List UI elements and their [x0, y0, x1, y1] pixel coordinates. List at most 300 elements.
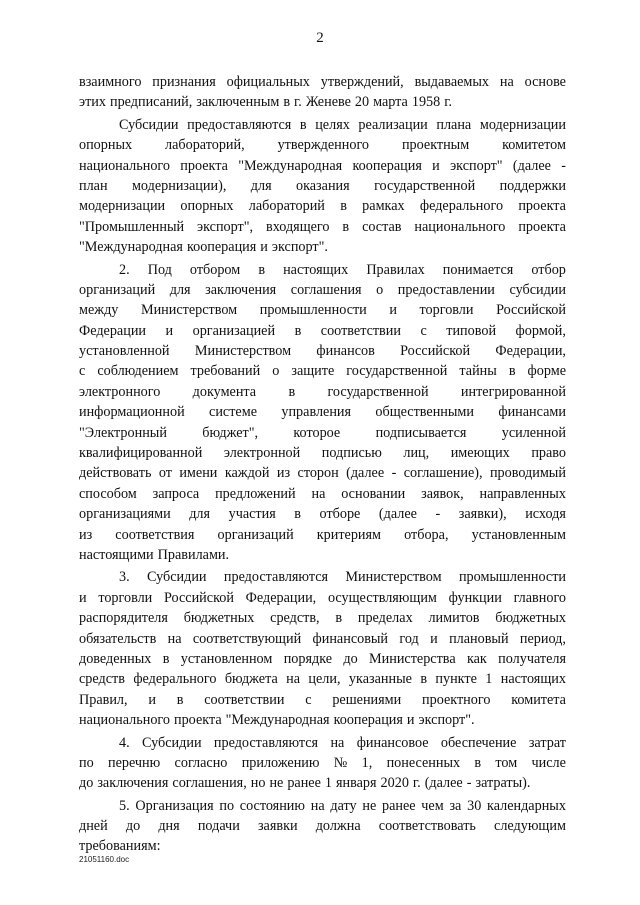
word: пределах: [357, 610, 413, 627]
word: Министерством: [345, 569, 442, 586]
word: которое: [293, 424, 341, 441]
word: проекта: [518, 218, 566, 235]
word: не: [362, 797, 377, 814]
word: выдаваемых: [414, 74, 490, 90]
text-line: [79, 92, 566, 112]
word: заявки),: [458, 506, 507, 523]
word: Субсидии: [147, 569, 207, 586]
word: на: [167, 630, 182, 647]
word: понесенных: [386, 754, 461, 771]
word: получателя: [498, 650, 566, 667]
word: предложений: [215, 485, 296, 502]
word: из: [276, 465, 291, 482]
word: критериям: [316, 526, 382, 543]
word: в: [294, 322, 302, 339]
word: финансами: [498, 404, 566, 421]
word: указанные: [348, 671, 412, 688]
word: государственной: [374, 177, 476, 194]
word: в: [342, 218, 350, 235]
word: входящего: [266, 218, 330, 235]
word: -: [391, 465, 397, 482]
word: средств: [79, 671, 125, 688]
word: решениями: [332, 691, 402, 708]
word: "Промышленный: [79, 218, 185, 235]
word: по: [79, 754, 94, 771]
word: Правилами.: [157, 546, 230, 563]
word: состав: [362, 218, 402, 235]
word: не: [269, 775, 284, 792]
text-line: [79, 836, 566, 856]
word: квалифицированной: [79, 445, 203, 462]
word: Субсидии: [119, 116, 179, 133]
word: рамках: [362, 198, 405, 215]
paragraph: [79, 72, 566, 113]
word: кооперация: [186, 239, 257, 256]
text-line: [79, 629, 566, 649]
word: до: [343, 650, 358, 667]
word: на: [286, 671, 301, 688]
word: проектным: [401, 137, 470, 154]
word: и: [406, 712, 415, 729]
word: установленным: [471, 526, 566, 543]
word: календарных: [487, 797, 566, 814]
word: как: [466, 650, 487, 667]
word: Министерства: [369, 650, 456, 667]
word: опорных: [79, 137, 133, 154]
word: подписывается: [375, 424, 467, 441]
word: главного: [513, 589, 566, 606]
word: оказания: [295, 177, 350, 194]
word: "Международная: [225, 712, 330, 729]
word: осуществляющим: [327, 589, 437, 606]
word: в: [176, 691, 184, 708]
word: соблюдением: [97, 363, 179, 380]
word: "Международная: [79, 239, 183, 256]
word: заключения: [97, 775, 169, 792]
word: и: [165, 322, 174, 339]
word: целях: [315, 116, 350, 133]
paragraph: [79, 796, 566, 857]
word: 1958: [411, 94, 441, 111]
word: января: [336, 775, 377, 792]
word: заявок,: [421, 485, 464, 502]
word: с: [305, 691, 312, 708]
word: имеющих: [450, 445, 510, 462]
word: промышленности: [458, 569, 566, 586]
word: утверждений,: [320, 74, 404, 90]
word: информационной: [79, 404, 185, 421]
word: настоящими: [79, 546, 154, 563]
word: Российской: [164, 589, 234, 606]
word: за: [449, 797, 462, 814]
text-line: [79, 217, 566, 237]
word: взаимного: [79, 74, 142, 90]
text-line: [79, 443, 566, 463]
word: основе: [524, 74, 566, 90]
word: "Электронный: [79, 424, 167, 441]
word: управления: [281, 404, 352, 421]
word: кооперация: [333, 712, 403, 729]
word: соответствии: [204, 691, 285, 708]
word: финансовый: [312, 630, 389, 647]
word: способом: [79, 485, 137, 502]
word: подачи: [197, 818, 240, 835]
word: до: [79, 775, 94, 792]
word: организацией: [192, 322, 276, 339]
word: отбор: [531, 261, 566, 278]
word: форме: [527, 363, 566, 380]
word: системе: [209, 404, 258, 421]
word: перечню: [107, 754, 161, 771]
word: бюджета: [224, 671, 278, 688]
word: модернизации),: [131, 177, 227, 194]
word: Женеве: [305, 94, 351, 111]
word: год: [399, 630, 419, 647]
word: сторон: [297, 465, 339, 482]
text-line: [79, 300, 566, 320]
word: национального: [414, 218, 506, 235]
word: заключения: [205, 281, 277, 298]
word: для: [169, 281, 191, 298]
word: в: [294, 506, 301, 523]
word: бюджет",: [202, 424, 259, 441]
word: Организация: [135, 797, 214, 814]
word: экспорт".: [271, 239, 328, 256]
text-line: [79, 402, 566, 422]
word: в: [283, 94, 291, 111]
text-line: [79, 115, 566, 135]
word: но: [250, 775, 266, 792]
text-line: [79, 690, 566, 710]
word: (далее: [424, 775, 463, 792]
word: ранее: [381, 797, 416, 814]
word: дней: [79, 818, 108, 835]
word: затрат: [528, 734, 566, 751]
word: организаций: [217, 526, 294, 543]
word: официальных: [226, 74, 310, 90]
word: действовать: [79, 465, 152, 482]
paragraph: [79, 115, 566, 258]
text-line: [79, 669, 566, 689]
word: (далее: [512, 157, 551, 174]
word: запроса: [152, 485, 200, 502]
word: в: [340, 198, 347, 215]
word: марта: [373, 94, 408, 111]
word: бюджетных: [183, 610, 255, 627]
word: 1,: [361, 754, 373, 771]
word: исходя: [525, 506, 566, 523]
word: 30: [467, 797, 482, 814]
text-line: [79, 135, 566, 155]
word: Российской: [400, 343, 471, 360]
word: электронного: [79, 383, 161, 400]
text-line: [79, 733, 566, 753]
word: приложению: [241, 754, 320, 771]
word: проводимый: [489, 465, 566, 482]
word: Правил,: [79, 691, 128, 708]
word: кооперация: [352, 157, 422, 174]
word: этих: [79, 94, 106, 111]
word: государственной: [346, 363, 448, 380]
word: г.: [444, 94, 452, 111]
word: 2.: [119, 261, 130, 278]
word: настоящих: [500, 671, 566, 688]
text-line: [79, 156, 566, 176]
word: предоставлении: [397, 281, 495, 298]
text-line: [79, 608, 566, 628]
word: (далее: [378, 506, 417, 523]
word: лабораторий: [248, 198, 325, 215]
word: Федерации,: [495, 343, 566, 360]
word: -: [561, 157, 566, 174]
word: Министерством: [194, 343, 292, 360]
word: отбора,: [404, 526, 449, 543]
word: государственной: [327, 383, 429, 400]
word: предписаний,: [109, 94, 193, 111]
word: документа: [192, 383, 257, 400]
word: 1: [485, 671, 493, 688]
text-line: [79, 341, 566, 361]
word: защите: [291, 363, 335, 380]
word: Федерации,: [245, 589, 317, 606]
word: требований: [190, 363, 261, 380]
word: подписью: [321, 445, 382, 462]
word: в: [508, 363, 516, 380]
word: в: [299, 116, 307, 133]
text-line: [79, 196, 566, 216]
word: опорных: [180, 198, 234, 215]
word: г.: [412, 775, 421, 792]
word: соглашения: [290, 281, 362, 298]
word: признания: [152, 74, 216, 90]
word: пункте: [435, 671, 477, 688]
word: соответствии: [320, 322, 401, 339]
word: должна: [315, 818, 361, 835]
word: экспорт": [450, 157, 503, 174]
word: соответствовать: [378, 818, 476, 835]
word: чем: [421, 797, 444, 814]
word: соглашения,: [172, 775, 247, 792]
word: лиц,: [403, 445, 430, 462]
word: обеспечение: [440, 734, 517, 751]
word: требованиям:: [79, 838, 161, 855]
word: национального: [79, 157, 170, 174]
word: тайны: [459, 363, 497, 380]
text-line: [79, 588, 566, 608]
word: -: [466, 775, 472, 792]
word: от: [158, 465, 172, 482]
word: торговли: [98, 589, 153, 606]
word: экспорт".: [418, 712, 475, 729]
text-line: [79, 463, 566, 483]
word: согласно: [174, 754, 228, 771]
text-line: [79, 504, 566, 524]
word: основании: [341, 485, 406, 502]
word: средств,: [270, 610, 320, 627]
word: поддержки: [499, 177, 566, 194]
word: состоянию: [239, 797, 305, 814]
word: заключенным: [196, 94, 280, 111]
word: Федерации: [79, 322, 147, 339]
word: дня: [158, 818, 180, 835]
word: проекта: [173, 712, 222, 729]
word: №: [333, 754, 348, 771]
word: предоставляются: [223, 569, 329, 586]
word: цели,: [308, 671, 341, 688]
text-line: [79, 280, 566, 300]
word: доведенных: [79, 650, 152, 667]
word: числе: [531, 754, 566, 771]
word: затраты).: [475, 775, 531, 792]
word: электронной: [223, 445, 301, 462]
word: отбором: [189, 261, 241, 278]
word: том: [495, 754, 518, 771]
text-line: [79, 382, 566, 402]
word: комитета: [511, 691, 566, 708]
word: понимается: [442, 261, 514, 278]
word: Под: [147, 261, 172, 278]
word: с: [420, 322, 427, 339]
text-line: [79, 567, 566, 587]
text-line: [79, 423, 566, 443]
text-line: [79, 545, 566, 565]
word: отборе: [319, 506, 361, 523]
text-line: [79, 649, 566, 669]
word: плана: [436, 116, 472, 133]
word: и: [389, 302, 397, 319]
word: реализации: [358, 116, 428, 133]
word: 5.: [119, 797, 130, 814]
paragraph: [79, 733, 566, 794]
word: в: [420, 671, 428, 688]
word: субсидии: [509, 281, 566, 298]
word: функции: [448, 589, 502, 606]
word: с: [79, 363, 86, 380]
word: формой,: [515, 322, 566, 339]
word: соответствующий: [192, 630, 302, 647]
word: г.: [294, 94, 302, 111]
word: и: [430, 630, 438, 647]
word: Министерством: [140, 302, 238, 319]
word: общественными: [375, 404, 475, 421]
word: следующим: [494, 818, 566, 835]
word: и: [260, 239, 268, 256]
word: утвержденного: [277, 137, 370, 154]
word: финансовое: [356, 734, 429, 751]
word: типовой: [446, 322, 497, 339]
word: (далее: [346, 465, 385, 482]
word: предоставляются: [187, 116, 292, 133]
word: лимитов: [428, 610, 480, 627]
word: в: [288, 383, 296, 400]
word: период,: [519, 630, 566, 647]
word: на: [499, 74, 514, 90]
word: промышленности: [259, 302, 367, 319]
word: плановый: [449, 630, 509, 647]
word: заявки: [257, 818, 298, 835]
text-line: [79, 176, 566, 196]
word: до: [125, 818, 141, 835]
word: участия: [228, 506, 276, 523]
word: интегрированной: [460, 383, 566, 400]
word: лабораторий,: [165, 137, 245, 154]
word: право: [531, 445, 566, 462]
word: между: [79, 302, 119, 319]
page-number: 2: [316, 30, 324, 46]
word: федерального: [133, 671, 217, 688]
word: имени: [179, 465, 218, 482]
word: 4.: [119, 734, 130, 751]
word: о: [272, 363, 280, 380]
word: комитетом: [502, 137, 566, 154]
word: распорядителя: [79, 610, 168, 627]
word: направленных: [479, 485, 566, 502]
word: установленном: [180, 650, 273, 667]
word: в: [258, 261, 266, 278]
document-file-code: 21051160.doc: [79, 855, 130, 864]
word: на: [330, 734, 345, 751]
word: о: [376, 281, 384, 298]
word: организаций: [79, 281, 156, 298]
word: обязательств: [79, 630, 157, 647]
word: 2020: [380, 775, 409, 792]
word: в: [474, 754, 482, 771]
word: установленной: [79, 343, 170, 360]
text-line: [79, 237, 566, 257]
word: из: [79, 526, 93, 543]
word: план: [79, 177, 108, 194]
word: в: [162, 650, 170, 667]
paragraph: [79, 260, 566, 566]
text-line: [79, 361, 566, 381]
word: экспорт",: [197, 218, 254, 235]
word: 3.: [119, 569, 130, 586]
text-line: [79, 796, 566, 816]
word: соглашение),: [403, 465, 483, 482]
word: организациями: [79, 506, 171, 523]
text-line: [79, 773, 566, 793]
word: порядке: [283, 650, 333, 667]
word: для: [189, 506, 211, 523]
document-body: [79, 72, 566, 857]
word: Субсидии: [142, 734, 202, 751]
word: "Международная: [238, 157, 343, 174]
word: 20: [354, 94, 370, 111]
text-line: [79, 484, 566, 504]
text-line: [79, 710, 566, 730]
word: и: [432, 157, 440, 174]
word: по: [219, 797, 235, 814]
word: для: [250, 177, 272, 194]
word: -: [435, 506, 441, 523]
text-line: [79, 72, 566, 92]
word: соответствия: [115, 526, 195, 543]
word: на: [310, 797, 325, 814]
word: дату: [330, 797, 357, 814]
word: каждой: [224, 465, 270, 482]
word: торговли: [419, 302, 474, 319]
word: национального: [79, 712, 170, 729]
text-line: [79, 321, 566, 341]
word: проекта: [180, 157, 228, 174]
word: проектного: [422, 691, 491, 708]
word: и: [148, 691, 156, 708]
word: проекта: [518, 198, 566, 215]
word: усиленной: [501, 424, 566, 441]
text-line: [79, 816, 566, 836]
word: модернизации: [79, 198, 166, 215]
word: федерального: [419, 198, 504, 215]
